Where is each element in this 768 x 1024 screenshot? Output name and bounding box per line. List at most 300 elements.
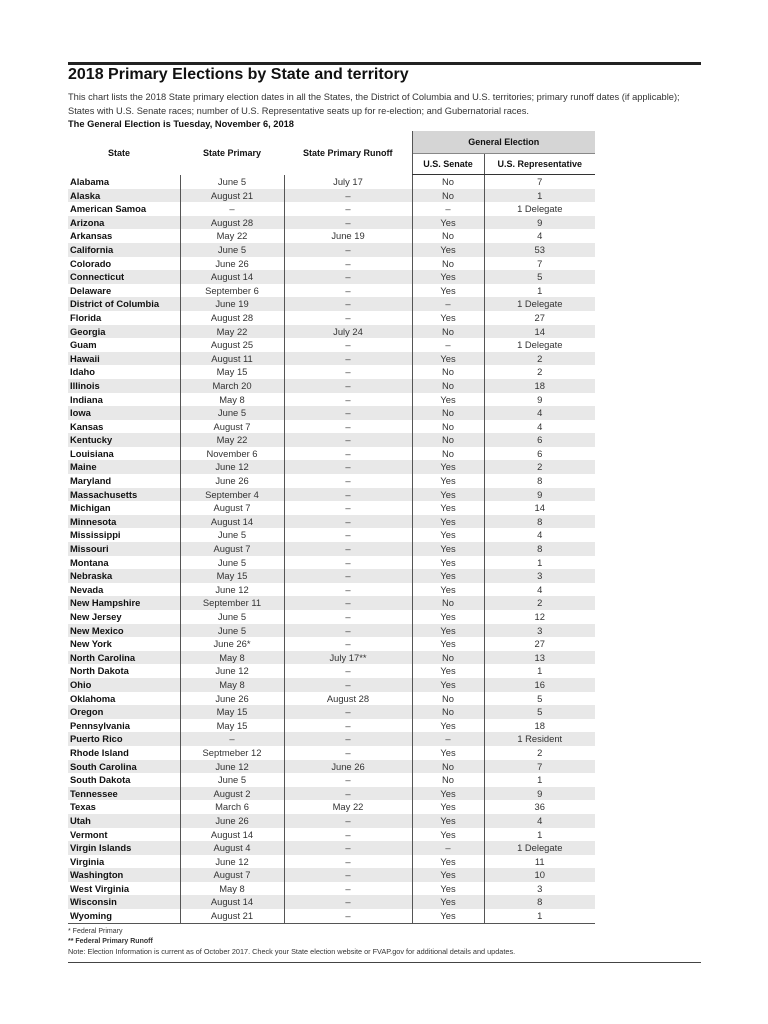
header-us-representative: U.S. Representative — [484, 154, 595, 175]
state-cell: Ohio — [68, 678, 180, 692]
primary-date-cell: June 26 — [180, 257, 284, 271]
representative-seats-cell: 5 — [484, 705, 595, 719]
state-cell: Idaho — [68, 365, 180, 379]
primary-date-cell: June 5 — [180, 624, 284, 638]
primary-date-cell: August 7 — [180, 501, 284, 515]
table-body — [68, 175, 595, 924]
senate-race-cell: Yes — [412, 216, 484, 230]
runoff-date-cell: – — [284, 556, 412, 570]
representative-seats-cell: 18 — [484, 379, 595, 393]
primary-date-cell: June 5 — [180, 243, 284, 257]
runoff-date-cell: – — [284, 433, 412, 447]
table-row — [68, 542, 595, 556]
primary-date-cell: June 26* — [180, 637, 284, 651]
table-row — [68, 569, 595, 583]
table-row — [68, 229, 595, 243]
representative-seats-cell: 1 Resident — [484, 732, 595, 746]
runoff-date-cell: – — [284, 447, 412, 461]
representative-seats-cell: 18 — [484, 719, 595, 733]
state-cell: Alabama — [68, 175, 180, 189]
senate-race-cell: Yes — [412, 583, 484, 597]
table-row — [68, 325, 595, 339]
primary-date-cell: June 12 — [180, 664, 284, 678]
table-row — [68, 365, 595, 379]
table-row — [68, 773, 595, 787]
representative-seats-cell: 9 — [484, 488, 595, 502]
table-row — [68, 515, 595, 529]
state-cell: Florida — [68, 311, 180, 325]
footnote-federal-runoff: ** Federal Primary Runoff — [68, 938, 153, 945]
runoff-date-cell: – — [284, 216, 412, 230]
runoff-date-cell: – — [284, 460, 412, 474]
table-row — [68, 800, 595, 814]
representative-seats-cell: 7 — [484, 760, 595, 774]
runoff-date-cell: – — [284, 420, 412, 434]
primary-date-cell: June 26 — [180, 692, 284, 706]
senate-race-cell: No — [412, 692, 484, 706]
primary-date-cell: June 26 — [180, 814, 284, 828]
table-row — [68, 175, 595, 189]
runoff-date-cell: – — [284, 583, 412, 597]
primary-date-cell: November 6 — [180, 447, 284, 461]
header-state: State — [108, 147, 131, 158]
senate-race-cell: Yes — [412, 637, 484, 651]
senate-race-cell: Yes — [412, 501, 484, 515]
representative-seats-cell: 2 — [484, 596, 595, 610]
table-row — [68, 528, 595, 542]
primary-date-cell: – — [180, 732, 284, 746]
runoff-date-cell: – — [284, 406, 412, 420]
primary-date-cell: August 28 — [180, 216, 284, 230]
representative-seats-cell: 4 — [484, 229, 595, 243]
table-row — [68, 216, 595, 230]
representative-seats-cell: 11 — [484, 855, 595, 869]
senate-race-cell: No — [412, 406, 484, 420]
table-row — [68, 338, 595, 352]
senate-race-cell: Yes — [412, 800, 484, 814]
representative-seats-cell: 7 — [484, 175, 595, 189]
runoff-date-cell: – — [284, 501, 412, 515]
senate-race-cell: – — [412, 338, 484, 352]
senate-race-cell: Yes — [412, 610, 484, 624]
representative-seats-cell: 6 — [484, 447, 595, 461]
representative-seats-cell: 2 — [484, 352, 595, 366]
state-cell: Wyoming — [68, 909, 180, 923]
representative-seats-cell: 14 — [484, 325, 595, 339]
state-cell: Missouri — [68, 542, 180, 556]
runoff-date-cell: – — [284, 338, 412, 352]
footnote-note: Note: Election Information is current as of October 2017. Check your State election website or FVAP.gov for additional details and updates. — [68, 947, 516, 956]
state-cell: Arizona — [68, 216, 180, 230]
primary-date-cell: August 28 — [180, 311, 284, 325]
top-rule — [68, 62, 701, 65]
table-row — [68, 596, 595, 610]
state-cell: North Dakota — [68, 664, 180, 678]
runoff-date-cell: – — [284, 542, 412, 556]
table-row — [68, 651, 595, 665]
table-row — [68, 746, 595, 760]
table-row — [68, 678, 595, 692]
runoff-date-cell: – — [284, 868, 412, 882]
runoff-date-cell: – — [284, 379, 412, 393]
senate-race-cell: No — [412, 447, 484, 461]
primary-date-cell: May 8 — [180, 651, 284, 665]
table-row — [68, 460, 595, 474]
senate-race-cell: No — [412, 325, 484, 339]
senate-race-cell: No — [412, 379, 484, 393]
primary-date-cell: August 14 — [180, 895, 284, 909]
state-cell: Iowa — [68, 406, 180, 420]
header-state-primary: State Primary — [202, 147, 262, 158]
primary-date-cell: June 5 — [180, 556, 284, 570]
representative-seats-cell: 4 — [484, 420, 595, 434]
header-runoff: State Primary Runoff — [302, 147, 393, 158]
senate-race-cell: Yes — [412, 393, 484, 407]
table-row — [68, 637, 595, 651]
primary-date-cell: Septmeber 12 — [180, 746, 284, 760]
representative-seats-cell: 1 — [484, 284, 595, 298]
state-cell: Maine — [68, 460, 180, 474]
representative-seats-cell: 2 — [484, 746, 595, 760]
state-cell: Nevada — [68, 583, 180, 597]
primary-date-cell: August 25 — [180, 338, 284, 352]
primary-date-cell: June 26 — [180, 474, 284, 488]
representative-seats-cell: 8 — [484, 542, 595, 556]
table-row — [68, 868, 595, 882]
table-row — [68, 488, 595, 502]
runoff-date-cell: – — [284, 189, 412, 203]
primary-date-cell: May 15 — [180, 719, 284, 733]
representative-seats-cell: 1 — [484, 556, 595, 570]
runoff-date-cell: – — [284, 882, 412, 896]
representative-seats-cell: 14 — [484, 501, 595, 515]
representative-seats-cell: 4 — [484, 406, 595, 420]
representative-seats-cell: 2 — [484, 365, 595, 379]
representative-seats-cell: 3 — [484, 882, 595, 896]
state-cell: Michigan — [68, 501, 180, 515]
runoff-date-cell: – — [284, 202, 412, 216]
primary-date-cell: August 4 — [180, 841, 284, 855]
primary-date-cell: August 21 — [180, 189, 284, 203]
representative-seats-cell: 7 — [484, 257, 595, 271]
representative-seats-cell: 2 — [484, 460, 595, 474]
table-row — [68, 474, 595, 488]
senate-race-cell: No — [412, 257, 484, 271]
table-row — [68, 352, 595, 366]
state-cell: Texas — [68, 800, 180, 814]
primary-date-cell: August 21 — [180, 909, 284, 923]
runoff-date-cell: – — [284, 624, 412, 638]
senate-race-cell: Yes — [412, 787, 484, 801]
runoff-date-cell: – — [284, 841, 412, 855]
primary-date-cell: May 15 — [180, 569, 284, 583]
representative-seats-cell: 27 — [484, 311, 595, 325]
table-row — [68, 882, 595, 896]
runoff-date-cell: – — [284, 855, 412, 869]
senate-race-cell: Yes — [412, 868, 484, 882]
primary-date-cell: March 20 — [180, 379, 284, 393]
primary-elections-table — [68, 131, 595, 924]
primary-date-cell: June 12 — [180, 583, 284, 597]
senate-race-cell: Yes — [412, 270, 484, 284]
table-row — [68, 855, 595, 869]
table-row — [68, 664, 595, 678]
state-cell: Kansas — [68, 420, 180, 434]
state-cell: Oklahoma — [68, 692, 180, 706]
state-cell: Louisiana — [68, 447, 180, 461]
runoff-date-cell: – — [284, 909, 412, 923]
senate-race-cell: No — [412, 651, 484, 665]
runoff-date-cell: – — [284, 678, 412, 692]
senate-race-cell: No — [412, 705, 484, 719]
primary-date-cell: June 5 — [180, 610, 284, 624]
representative-seats-cell: 4 — [484, 528, 595, 542]
runoff-date-cell: – — [284, 610, 412, 624]
state-cell: Puerto Rico — [68, 732, 180, 746]
table-row — [68, 297, 595, 311]
representative-seats-cell: 9 — [484, 787, 595, 801]
representative-seats-cell: 8 — [484, 474, 595, 488]
runoff-date-cell: August 28 — [284, 692, 412, 706]
representative-seats-cell: 1 Delegate — [484, 297, 595, 311]
representative-seats-cell: 4 — [484, 583, 595, 597]
state-cell: New Hampshire — [68, 596, 180, 610]
primary-date-cell: September 6 — [180, 284, 284, 298]
table-row — [68, 719, 595, 733]
senate-race-cell: No — [412, 420, 484, 434]
representative-seats-cell: 8 — [484, 895, 595, 909]
runoff-date-cell: – — [284, 474, 412, 488]
runoff-date-cell: June 26 — [284, 760, 412, 774]
state-cell: American Samoa — [68, 202, 180, 216]
senate-race-cell: Yes — [412, 746, 484, 760]
table-row — [68, 909, 595, 923]
runoff-date-cell: – — [284, 270, 412, 284]
table-row — [68, 501, 595, 515]
primary-date-cell: March 6 — [180, 800, 284, 814]
primary-date-cell: August 11 — [180, 352, 284, 366]
senate-race-cell: Yes — [412, 311, 484, 325]
runoff-date-cell: – — [284, 664, 412, 678]
senate-race-cell: Yes — [412, 624, 484, 638]
state-cell: Illinois — [68, 379, 180, 393]
state-cell: South Dakota — [68, 773, 180, 787]
state-cell: Guam — [68, 338, 180, 352]
state-cell: Montana — [68, 556, 180, 570]
runoff-date-cell: – — [284, 488, 412, 502]
representative-seats-cell: 3 — [484, 624, 595, 638]
table-row — [68, 243, 595, 257]
senate-race-cell: – — [412, 841, 484, 855]
runoff-date-cell: – — [284, 569, 412, 583]
runoff-date-cell: – — [284, 365, 412, 379]
primary-date-cell: June 19 — [180, 297, 284, 311]
primary-date-cell: August 2 — [180, 787, 284, 801]
representative-seats-cell: 53 — [484, 243, 595, 257]
runoff-date-cell: – — [284, 637, 412, 651]
primary-date-cell: May 15 — [180, 705, 284, 719]
table-row — [68, 610, 595, 624]
senate-race-cell: Yes — [412, 678, 484, 692]
primary-date-cell: May 22 — [180, 433, 284, 447]
primary-date-cell: August 7 — [180, 542, 284, 556]
state-cell: Washington — [68, 868, 180, 882]
representative-seats-cell: 9 — [484, 393, 595, 407]
primary-date-cell: June 12 — [180, 460, 284, 474]
runoff-date-cell: – — [284, 515, 412, 529]
primary-date-cell: June 5 — [180, 528, 284, 542]
state-cell: New Mexico — [68, 624, 180, 638]
state-cell: Colorado — [68, 257, 180, 271]
primary-date-cell: August 14 — [180, 828, 284, 842]
table-row — [68, 379, 595, 393]
senate-race-cell: Yes — [412, 460, 484, 474]
representative-seats-cell: 1 Delegate — [484, 338, 595, 352]
primary-date-cell: June 5 — [180, 773, 284, 787]
runoff-date-cell: – — [284, 393, 412, 407]
state-cell: District of Columbia — [68, 297, 180, 311]
representative-seats-cell: 10 — [484, 868, 595, 882]
table-row — [68, 406, 595, 420]
senate-race-cell: Yes — [412, 719, 484, 733]
state-cell: California — [68, 243, 180, 257]
runoff-date-cell: – — [284, 828, 412, 842]
primary-date-cell: June 12 — [180, 760, 284, 774]
senate-race-cell: Yes — [412, 542, 484, 556]
primary-date-cell: September 11 — [180, 596, 284, 610]
state-cell: Maryland — [68, 474, 180, 488]
senate-race-cell: – — [412, 202, 484, 216]
senate-race-cell: No — [412, 596, 484, 610]
senate-race-cell: Yes — [412, 814, 484, 828]
primary-date-cell: August 14 — [180, 270, 284, 284]
senate-race-cell: Yes — [412, 828, 484, 842]
table-row — [68, 828, 595, 842]
state-cell: Virginia — [68, 855, 180, 869]
state-cell: Vermont — [68, 828, 180, 842]
runoff-date-cell: – — [284, 243, 412, 257]
state-cell: Connecticut — [68, 270, 180, 284]
primary-date-cell: May 22 — [180, 325, 284, 339]
table-row — [68, 787, 595, 801]
table-row — [68, 202, 595, 216]
representative-seats-cell: 6 — [484, 433, 595, 447]
table-row — [68, 257, 595, 271]
state-cell: Rhode Island — [68, 746, 180, 760]
state-cell: South Carolina — [68, 760, 180, 774]
runoff-date-cell: May 22 — [284, 800, 412, 814]
senate-race-cell: Yes — [412, 569, 484, 583]
senate-race-cell: No — [412, 773, 484, 787]
representative-seats-cell: 5 — [484, 270, 595, 284]
state-cell: Indiana — [68, 393, 180, 407]
runoff-date-cell: – — [284, 284, 412, 298]
senate-race-cell: No — [412, 760, 484, 774]
senate-race-cell: – — [412, 732, 484, 746]
table-row — [68, 447, 595, 461]
footnotes — [68, 927, 515, 957]
primary-date-cell: May 8 — [180, 393, 284, 407]
state-cell: New York — [68, 637, 180, 651]
senate-race-cell: No — [412, 365, 484, 379]
senate-race-cell: Yes — [412, 909, 484, 923]
table-row — [68, 311, 595, 325]
senate-race-cell: Yes — [412, 556, 484, 570]
state-cell: Kentucky — [68, 433, 180, 447]
representative-seats-cell: 4 — [484, 814, 595, 828]
runoff-date-cell: – — [284, 705, 412, 719]
senate-race-cell: Yes — [412, 664, 484, 678]
state-cell: Hawaii — [68, 352, 180, 366]
table-row — [68, 284, 595, 298]
senate-race-cell: Yes — [412, 488, 484, 502]
runoff-date-cell: – — [284, 814, 412, 828]
state-cell: Pennsylvania — [68, 719, 180, 733]
representative-seats-cell: 8 — [484, 515, 595, 529]
state-cell: Alaska — [68, 189, 180, 203]
representative-seats-cell: 12 — [484, 610, 595, 624]
primary-date-cell: August 14 — [180, 515, 284, 529]
table-row — [68, 433, 595, 447]
state-cell: Delaware — [68, 284, 180, 298]
representative-seats-cell: 1 — [484, 909, 595, 923]
state-cell: West Virginia — [68, 882, 180, 896]
senate-race-cell: Yes — [412, 515, 484, 529]
footnote-federal-primary: * Federal Primary — [68, 928, 123, 935]
senate-race-cell: No — [412, 229, 484, 243]
senate-race-cell: Yes — [412, 895, 484, 909]
state-cell: Tennessee — [68, 787, 180, 801]
runoff-date-cell: – — [284, 732, 412, 746]
primary-date-cell: August 7 — [180, 420, 284, 434]
representative-seats-cell: 3 — [484, 569, 595, 583]
runoff-date-cell: – — [284, 352, 412, 366]
table-row — [68, 189, 595, 203]
runoff-date-cell: – — [284, 297, 412, 311]
runoff-date-cell: – — [284, 773, 412, 787]
representative-seats-cell: 1 Delegate — [484, 841, 595, 855]
state-cell: Mississippi — [68, 528, 180, 542]
senate-race-cell: No — [412, 175, 484, 189]
runoff-date-cell: – — [284, 257, 412, 271]
state-cell: Utah — [68, 814, 180, 828]
senate-race-cell: Yes — [412, 528, 484, 542]
senate-race-cell: Yes — [412, 284, 484, 298]
primary-date-cell: May 15 — [180, 365, 284, 379]
representative-seats-cell: 1 — [484, 664, 595, 678]
runoff-date-cell: June 19 — [284, 229, 412, 243]
primary-date-cell: September 4 — [180, 488, 284, 502]
representative-seats-cell: 1 — [484, 189, 595, 203]
intro-paragraph: This chart lists the 2018 State primary election dates in all the States, the District of Columbia and U.S. territories; primary runoff dates (if applicable); States with U.S. Senate races; number of U.S. Representative seats up for re-election; and Gubernatorial races. — [68, 92, 680, 116]
primary-date-cell: May 8 — [180, 882, 284, 896]
senate-race-cell: – — [412, 297, 484, 311]
primary-date-cell: June 5 — [180, 175, 284, 189]
state-cell: Virgin Islands — [68, 841, 180, 855]
state-cell: New Jersey — [68, 610, 180, 624]
table-row — [68, 624, 595, 638]
table-row — [68, 814, 595, 828]
senate-race-cell: Yes — [412, 243, 484, 257]
state-cell: Massachusetts — [68, 488, 180, 502]
state-cell: Minnesota — [68, 515, 180, 529]
runoff-date-cell: July 24 — [284, 325, 412, 339]
runoff-date-cell: – — [284, 528, 412, 542]
runoff-date-cell: – — [284, 787, 412, 801]
table-row — [68, 692, 595, 706]
state-cell: Oregon — [68, 705, 180, 719]
bottom-rule — [68, 962, 701, 963]
